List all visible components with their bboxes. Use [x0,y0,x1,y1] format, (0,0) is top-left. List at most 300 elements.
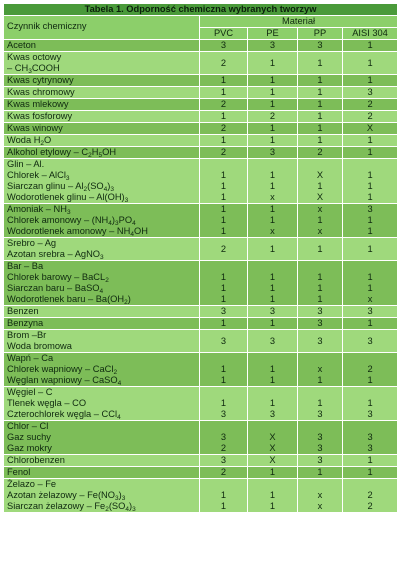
chemical-name-cell [4,318,200,330]
resistance-cell [248,111,298,123]
table-row [4,479,398,513]
resistance-cell [248,330,298,353]
resistance-cell [200,159,248,204]
chemical-name: Azotan żelazowy – $Fe(NO_3)_3$ [7,490,126,502]
resistance-cell [200,75,248,87]
chemical-name: Siarczan glinu – $Al_2(SO_4)_3$ [7,181,115,193]
resistance-cell [298,387,343,421]
table-row [4,421,398,455]
chemical-name-cell [4,52,200,75]
resistance-value: 2 [367,364,373,374]
resistance-value: 1 [317,215,323,225]
resistance-value: X [269,455,276,465]
resistance-value [203,421,244,432]
chemical-name-cell [4,135,200,147]
chemical-name-cell [4,99,200,111]
chemical-name-cell [4,421,200,455]
resistance-value: 1 [367,135,373,145]
chemical-name: Benzyna [7,318,44,328]
chemical-resistance-table [3,3,398,513]
chemical-name-cell [4,87,200,99]
chemical-name: Żelazo – Fe [7,479,57,489]
table-title: Tabela 1. Odporność chemiczna wybranych tworzyw [4,4,398,16]
resistance-value [203,261,244,272]
resistance-value: 1 [269,204,276,214]
resistance-value: 1 [220,398,227,408]
resistance-value: 1 [220,226,227,236]
resistance-cell [248,467,298,479]
resistance-cell [298,40,343,52]
resistance-cell [248,306,298,318]
resistance-value: 1 [269,87,276,97]
resistance-value: 1 [220,204,227,214]
resistance-value: 1 [367,226,373,236]
resistance-value: 1 [220,111,227,121]
column-header-pe: PE [248,28,298,40]
resistance-value: 3 [220,409,227,419]
resistance-value: x [317,501,323,511]
chemical-name-cell [4,40,200,52]
resistance-cell [200,87,248,99]
resistance-value: 3 [367,409,373,419]
resistance-value: 1 [269,294,276,304]
resistance-cell [343,135,398,147]
resistance-value: 1 [220,75,227,85]
header-row-1 [4,16,398,28]
chemical-name: Kwas winowy [7,123,63,133]
resistance-value: 1 [220,87,227,97]
chemical-name-cell [4,75,200,87]
resistance-value: 2 [220,467,227,477]
resistance-value: 1 [367,192,373,202]
resistance-value: 1 [269,170,276,180]
resistance-cell [248,387,298,421]
resistance-cell [248,147,298,159]
chemical-name: Siarczan baru – BaSO$_4$ [7,283,104,295]
chemical-name: Kwas chromowy [7,87,75,97]
chemical-name: Woda $H_2O$ [7,135,52,147]
chemical-name-cell [4,353,200,387]
resistance-value: 1 [269,99,276,109]
resistance-cell [298,455,343,467]
table-row [4,135,398,147]
column-header-pvc: PVC [200,28,248,40]
resistance-cell [343,99,398,111]
chemical-name-cell [4,204,200,238]
resistance-cell [200,40,248,52]
resistance-cell [298,479,343,513]
chemical-name: Chlorek barowy – BaCL$_2$ [7,272,109,284]
resistance-value: 1 [317,57,323,68]
resistance-cell [248,87,298,99]
resistance-value: 1 [220,501,227,511]
resistance-cell [298,135,343,147]
table-row [4,99,398,111]
resistance-value [203,387,244,398]
resistance-value: X [316,170,324,180]
resistance-value: 3 [269,306,276,316]
resistance-value: X [269,443,276,453]
chemical-name: Chlor – Cl [7,421,49,431]
resistance-value: 1 [269,501,276,511]
resistance-value: 1 [220,375,227,385]
resistance-cell [298,99,343,111]
resistance-value [251,421,294,432]
resistance-cell [298,75,343,87]
resistance-value: 2 [220,57,227,68]
resistance-cell [248,261,298,306]
table-row [4,111,398,123]
chemical-name-cell [4,306,200,318]
resistance-cell [200,455,248,467]
resistance-value: 3 [367,432,373,442]
resistance-value: 2 [367,111,373,121]
chemical-name: Fenol [7,467,31,477]
resistance-value [301,479,339,490]
resistance-cell [298,330,343,353]
resistance-cell [200,261,248,306]
chemical-name: Kwas cytrynowy [7,75,74,85]
resistance-value: 1 [269,75,276,85]
resistance-value: 2 [367,501,373,511]
resistance-value: 1 [220,135,227,145]
resistance-cell [248,159,298,204]
resistance-cell [298,261,343,306]
resistance-value: 3 [367,443,373,453]
resistance-value: 2 [220,147,227,157]
resistance-value: 1 [269,364,276,374]
resistance-value: 3 [269,147,276,157]
table-row [4,261,398,306]
resistance-value: 1 [367,181,373,191]
resistance-cell [200,306,248,318]
chemical-name-cell [4,159,200,204]
resistance-value: 3 [317,306,323,316]
resistance-value: 3 [317,318,323,328]
resistance-value [251,159,294,170]
resistance-cell [298,111,343,123]
resistance-cell [343,479,398,513]
chemical-name: Benzen [7,306,39,316]
resistance-value: 1 [317,272,323,282]
resistance-value [346,479,394,490]
resistance-value: 1 [317,375,323,385]
chemical-name: Wapń – Ca [7,353,54,363]
resistance-value: 1 [317,75,323,85]
resistance-value: 1 [317,398,323,408]
resistance-value [301,159,339,170]
resistance-cell [343,330,398,353]
resistance-value: 3 [220,40,227,50]
chemical-name: Węglan wapniowy – CaSO$_4$ [7,375,122,387]
resistance-value: 1 [269,243,276,254]
resistance-value: 1 [367,467,373,477]
resistance-value: 3 [220,306,227,316]
chemical-name: Gaz mokry [7,443,52,453]
resistance-value: 3 [317,335,323,346]
chemical-name: Alkohol etylowy – $C_2H_5OH$ [7,147,117,159]
resistance-value: X [316,192,324,202]
resistance-cell [200,204,248,238]
chemical-name: Bar – Ba [7,261,44,271]
chemical-name: Tlenek węgla – CO [7,398,87,408]
resistance-value: 1 [220,192,227,202]
chemical-name: Chlorek amonowy – $(NH_4)_3PO_4$ [7,215,136,227]
table-row [4,87,398,99]
resistance-cell [248,75,298,87]
resistance-cell [343,204,398,238]
resistance-value: 1 [367,375,373,385]
resistance-cell [343,147,398,159]
resistance-value: 1 [367,398,373,408]
resistance-cell [343,159,398,204]
resistance-value: 1 [269,181,276,191]
chemical-name-cell [4,479,200,513]
resistance-cell [248,123,298,135]
resistance-value: 1 [317,294,323,304]
resistance-value: 3 [269,409,276,419]
table-row [4,353,398,387]
resistance-value [346,159,394,170]
resistance-cell [248,479,298,513]
resistance-value: 2 [367,490,373,500]
resistance-cell [248,135,298,147]
resistance-value: x [317,364,323,374]
resistance-cell [200,147,248,159]
chemical-name: Kwas fosforowy [7,111,73,121]
resistance-value: X [366,123,374,133]
resistance-value: 1 [269,375,276,385]
chemical-name: Amoniak – $NH_3$ [7,204,71,216]
resistance-value: 1 [220,181,227,191]
resistance-value: 1 [220,283,227,293]
resistance-value: x [317,204,323,214]
resistance-cell [248,40,298,52]
resistance-cell [343,318,398,330]
resistance-cell [298,306,343,318]
resistance-cell [298,318,343,330]
resistance-cell [248,353,298,387]
resistance-value [346,421,394,432]
resistance-cell [200,99,248,111]
resistance-value: 3 [367,204,373,214]
resistance-cell [343,111,398,123]
resistance-value: 1 [269,398,276,408]
resistance-cell [200,353,248,387]
resistance-value: 2 [367,99,373,109]
resistance-value: 1 [317,243,323,254]
table-row [4,123,398,135]
chemical-name-cell [4,261,200,306]
resistance-value: 1 [317,135,323,145]
table-row [4,40,398,52]
resistance-value [203,159,244,170]
resistance-value: 1 [269,135,276,145]
column-header-material: Materiał [200,16,398,28]
resistance-cell [298,87,343,99]
resistance-value: 1 [269,57,276,68]
resistance-value [346,261,394,272]
chemical-name: Wodorotlenek baru – $Ba(OH_2)$ [7,294,131,306]
resistance-value: 1 [269,490,276,500]
resistance-value [203,353,244,364]
resistance-cell [200,238,248,261]
resistance-value: 3 [317,409,323,419]
resistance-value: 3 [220,455,227,465]
resistance-value: 3 [317,443,323,453]
resistance-cell [343,75,398,87]
resistance-value: 3 [317,432,323,442]
resistance-cell [200,135,248,147]
resistance-value: 1 [367,170,373,180]
chemical-name-cell [4,467,200,479]
resistance-cell [343,387,398,421]
chemical-name: Srebro – Ag [7,238,57,248]
resistance-value: 1 [317,181,323,191]
resistance-value [301,353,339,364]
resistance-cell [200,318,248,330]
resistance-value: 1 [220,490,227,500]
chemical-name: Chlorek – AlCl$_3$ [7,170,70,182]
resistance-value: 3 [269,40,276,50]
chemical-name: Czterochlorek węgla – CCl$_4$ [7,409,121,421]
resistance-value [251,479,294,490]
resistance-value: 1 [317,467,323,477]
resistance-value: 1 [220,294,227,304]
resistance-value: 1 [220,364,227,374]
resistance-cell [343,306,398,318]
resistance-value: 1 [317,283,323,293]
resistance-value [346,387,394,398]
resistance-cell [343,87,398,99]
resistance-value: 1 [220,170,227,180]
resistance-cell [298,123,343,135]
resistance-cell [343,40,398,52]
resistance-value: 1 [269,318,276,328]
resistance-cell [200,330,248,353]
resistance-cell [248,204,298,238]
resistance-value: 3 [317,455,323,465]
resistance-value: 2 [220,123,227,133]
resistance-cell [248,52,298,75]
resistance-value: 3 [367,335,373,346]
resistance-cell [200,479,248,513]
resistance-value: 3 [367,87,373,97]
resistance-cell [298,421,343,455]
resistance-value: 1 [269,467,276,477]
resistance-cell [200,387,248,421]
chemical-name: Kwas mlekowy [7,99,69,109]
resistance-value: 1 [367,147,373,157]
resistance-value: 1 [367,283,373,293]
resistance-value [301,421,339,432]
resistance-value: X [269,432,276,442]
resistance-value: 1 [317,87,323,97]
chemical-name: Kwas octowy [7,52,62,62]
resistance-value [301,387,339,398]
resistance-cell [343,455,398,467]
table-row [4,467,398,479]
chemical-name: – $CH_3COOH$ [7,63,60,75]
resistance-value: 1 [269,272,276,282]
table-row [4,159,398,204]
chemical-name-cell [4,123,200,135]
resistance-value: 1 [367,40,373,50]
chemical-name: Azotan srebra – AgNO$_3$ [7,249,104,261]
chemical-name-cell [4,111,200,123]
resistance-value: 1 [367,215,373,225]
resistance-value: 1 [269,123,276,133]
resistance-value: 1 [220,318,227,328]
resistance-value: 1 [367,318,373,328]
chemical-name: Glin – Al. [7,159,45,169]
table-row [4,455,398,467]
resistance-value: 1 [367,455,373,465]
title-row [4,4,398,16]
resistance-cell [200,467,248,479]
resistance-cell [200,52,248,75]
resistance-value: 3 [220,432,227,442]
chemical-name: Gaz suchy [7,432,51,442]
resistance-value: x [270,226,275,236]
resistance-value: 3 [317,40,323,50]
chemical-name-cell [4,387,200,421]
table-row [4,387,398,421]
chemical-name: Węgiel – C [7,387,53,397]
resistance-cell [248,421,298,455]
table-row [4,204,398,238]
resistance-cell [298,204,343,238]
resistance-cell [248,99,298,111]
resistance-cell [343,261,398,306]
resistance-value: 1 [317,99,323,109]
resistance-cell [343,353,398,387]
table-row [4,75,398,87]
resistance-value: 2 [269,111,276,121]
resistance-value [251,261,294,272]
chemical-name: Aceton [7,40,36,50]
resistance-value: x [317,490,323,500]
resistance-cell [298,52,343,75]
resistance-cell [298,147,343,159]
resistance-value: 1 [367,57,373,68]
resistance-value [251,353,294,364]
resistance-cell [200,111,248,123]
resistance-cell [248,455,298,467]
resistance-value: 1 [220,272,227,282]
resistance-cell [298,467,343,479]
resistance-value: 1 [220,215,227,225]
resistance-cell [298,238,343,261]
table-row [4,238,398,261]
resistance-cell [248,238,298,261]
table-row [4,147,398,159]
resistance-cell [298,353,343,387]
resistance-value [251,387,294,398]
chemical-name-cell [4,455,200,467]
resistance-cell [248,318,298,330]
chemical-name-cell [4,238,200,261]
resistance-value: 2 [220,443,227,453]
resistance-value: 1 [367,75,373,85]
chemical-name-cell [4,147,200,159]
table-row [4,52,398,75]
chemical-name: Siarczan żelazowy – $Fe_2(SO_4)_3$ [7,501,136,513]
resistance-cell [343,238,398,261]
column-header-chemical: Czynnik chemiczny [4,16,200,40]
chemical-name: Brom –Br [7,330,47,340]
resistance-value: x [270,192,275,202]
